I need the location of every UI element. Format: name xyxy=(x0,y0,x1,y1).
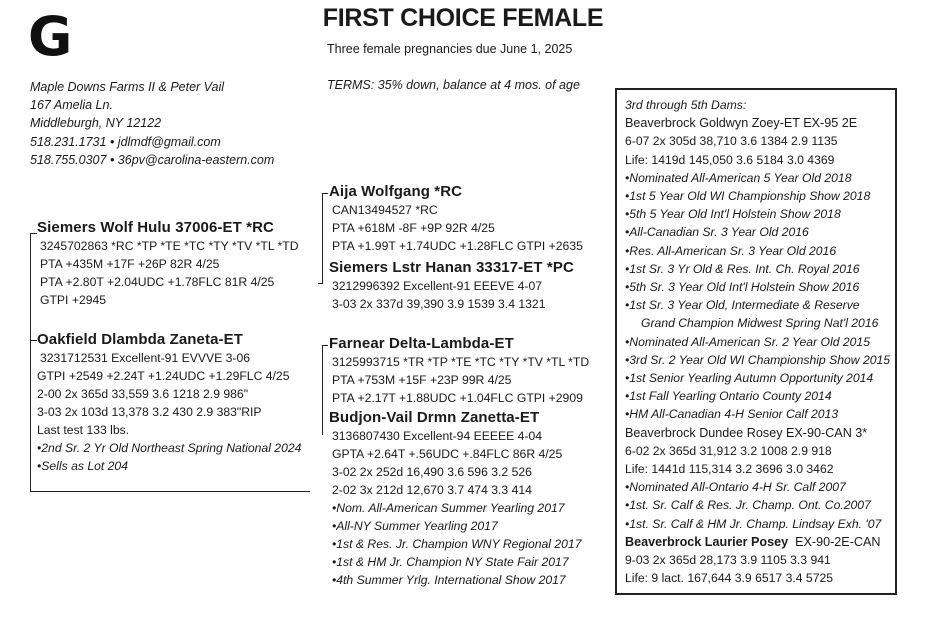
third-dam-record-life: Life: 1419d 145,050 3.6 5184 3.0 4369 xyxy=(625,152,835,167)
sire-gtpi: GTPI +2945 xyxy=(40,293,107,307)
dam-block xyxy=(37,331,301,475)
consignor-contact-2: 518.755.0307 • 36pv@carolina-eastern.com xyxy=(30,152,275,167)
fourth-dam-note: •1st. Sr. Calf & Res. Jr. Champ. Ont. Co.2007 xyxy=(625,498,871,513)
dam-dam-note-2: •All-NY Summer Yearling 2017 xyxy=(332,519,498,533)
third-dam-note: •Nominated All-American 5 Year Old 2018 xyxy=(625,170,852,185)
sire-name: Siemers Wolf Hulu 37006-ET *RC xyxy=(37,219,274,236)
sire-reg: 3245702863 *RC *TP *TE *TC *TY *TV *TL *TD xyxy=(40,239,299,253)
sire-sire-name: Aija Wolfgang *RC xyxy=(329,183,463,200)
third-dam-note: •All-Canadian Sr. 3 Year Old 2016 xyxy=(625,225,809,240)
third-dam-record-1: 6-07 2x 305d 38,710 3.6 1384 2.9 1135 xyxy=(625,134,838,149)
third-dam-note: •HM All-Canadian 4-H Senior Calf 2013 xyxy=(625,407,839,422)
third-dam-note-continued: Grand Champion Midwest Spring Nat'l 2016 xyxy=(641,316,879,331)
dam-dam-note-3: •1st & Res. Jr. Champion WNY Regional 2017 xyxy=(332,537,582,551)
third-dam-note: •Res. All-American Sr. 3 Year Old 2016 xyxy=(625,243,837,258)
dam-sire-rule xyxy=(322,345,328,346)
dam-name: Oakfield Dlambda Zaneta-ET xyxy=(37,331,243,348)
sire-bracket-bottom xyxy=(318,283,323,284)
third-dam-note: •1st 5 Year Old WI Championship Show 2018 xyxy=(625,189,871,204)
dam-rule xyxy=(30,340,37,341)
dam-note-2: •Sells as Lot 204 xyxy=(37,459,128,473)
sire-dam-bracket xyxy=(30,233,31,491)
dam-dam-note-5: •4th Summer Yrlg. International Show 2017 xyxy=(332,573,566,587)
sire-dam-name: Siemers Lstr Hanan 33317-ET *PC xyxy=(329,259,574,276)
extended-pedigree-box xyxy=(615,88,897,595)
fifth-dam-record-life: Life: 9 lact. 167,644 3.9 6517 3.4 5725 xyxy=(625,571,834,586)
third-dam-note: •1st Senior Yearling Autumn Opportunity 2014 xyxy=(625,371,874,386)
page-title: FIRST CHOICE FEMALE xyxy=(322,4,604,32)
third-dam-note: •1st Fall Yearling Ontario County 2014 xyxy=(625,389,832,404)
third-dam-name: Beaverbrock Goldwyn Zoey-ET EX-95 2E xyxy=(625,116,858,131)
pedigree-box-heading: 3rd through 5th Dams: xyxy=(625,98,747,112)
third-dam-note: •3rd Sr. 2 Year Old WI Championship Show 2015 xyxy=(625,352,891,367)
sire-side-bracket xyxy=(322,193,323,283)
fourth-dam-note: •1st. Sr. Calf & HM Jr. Champ. Lindsay Exh. '07 xyxy=(625,516,882,531)
third-dam-note: •5th Sr. 3 Year Old Int'l Holstein Show 2016 xyxy=(625,280,860,295)
consignor-city: Middleburgh, NY 12122 xyxy=(30,116,162,131)
third-dam-note: •Nominated All-American Sr. 2 Year Old 2015 xyxy=(625,334,870,349)
fifth-dam-name-bold: Beaverbrock Laurier Posey xyxy=(625,534,789,549)
dam-record-1: 2-00 2x 365d 33,559 3.6 1218 2.9 986" xyxy=(37,387,249,401)
sire-pta-1: PTA +435M +17F +26P 82R 4/25 xyxy=(40,257,220,271)
terms: TERMS: 35% down, balance at 4 mos. of age xyxy=(327,78,580,92)
fourth-dam-note: •Nominated All-Ontario 4-H Sr. Calf 2007 xyxy=(625,480,846,495)
sire-sire-pta-1: PTA +618M -8F +9P 92R 4/25 xyxy=(332,221,495,235)
third-dam-note: •1st Sr. 3 Yr Old & Res. Int. Ch. Royal 2016 xyxy=(625,261,860,276)
fifth-dam-classification: EX-90-2E-CAN xyxy=(788,534,881,549)
sire-pta-2: PTA +2.80T +2.04UDC +1.78FLC 81R 4/25 xyxy=(40,275,275,289)
sire-dam-block xyxy=(329,259,574,313)
consignor-name: Maple Downs Farms II & Peter Vail xyxy=(30,80,225,94)
dam-sire-pta-2: PTA +2.17T +1.88UDC +1.04FLC GTPI +2909 xyxy=(332,391,583,405)
dam-last-test: Last test 133 lbs. xyxy=(37,423,130,437)
dam-record-2: 3-03 2x 103d 13,378 3.2 430 2.9 383"RIP xyxy=(37,405,262,419)
dam-reg: 3231712531 Excellent-91 EVVVE 3-06 xyxy=(40,351,251,365)
sire-sire-reg: CAN13494527 *RC xyxy=(332,203,438,217)
dam-gtpi: GTPI +2549 +2.24T +1.24UDC +1.29FLC 4/25 xyxy=(37,369,290,383)
dam-sire-reg: 3125993715 *TR *TP *TE *TC *TY *TV *TL *TD xyxy=(332,355,590,369)
sire-sire-block xyxy=(329,183,583,255)
dam-dam-block xyxy=(329,409,582,589)
consignor-contact-1: 518.231.1731 • jdlmdf@gmail.com xyxy=(30,134,221,149)
dam-sire-block xyxy=(329,335,589,407)
fourth-dam-name: Beaverbrock Dundee Rosey EX-90-CAN 3* xyxy=(625,425,868,440)
dam-dam-note-4: •1st & HM Jr. Champion NY State Fair 2017 xyxy=(332,555,569,569)
bracket-bottom-rule xyxy=(30,491,310,492)
sire-block xyxy=(37,219,299,309)
sire-dam-record: 3-03 2x 337d 39,390 3.9 1539 3.4 1321 xyxy=(332,297,546,311)
dam-dam-record-2: 2-02 3x 212d 12,670 3.7 474 3.3 414 xyxy=(332,483,532,497)
fourth-dam-record-life: Life: 1441d 115,314 3.2 3696 3.0 3462 xyxy=(625,462,834,477)
third-dam-note: •5th 5 Year Old Int'l Holstein Show 2018 xyxy=(625,207,841,222)
dam-note-1: •2nd Sr. 2 Yr Old Northeast Spring National 2024 xyxy=(37,441,302,455)
fifth-dam-name xyxy=(625,533,895,551)
dam-side-bracket xyxy=(322,345,323,435)
dam-sire-name: Farnear Delta-Lambda-ET xyxy=(329,335,514,352)
lot-letter: G xyxy=(28,5,72,68)
dam-dam-gpta: GPTA +2.64T +.56UDC +.84FLC 86R 4/25 xyxy=(332,447,563,461)
fifth-dam-record-1: 9-03 2x 365d 28,173 3.9 1105 3.3 941 xyxy=(625,553,831,568)
dam-sire-pta-1: PTA +753M +15F +23P 99R 4/25 xyxy=(332,373,512,387)
fourth-dam-record-1: 6-02 2x 365d 31,912 3.2 1008 2.9 918 xyxy=(625,443,832,458)
consignor-info xyxy=(30,78,274,169)
sire-rule xyxy=(30,233,37,234)
dam-dam-note-1: •Nom. All-American Summer Yearling 2017 xyxy=(332,501,565,515)
dam-dam-name: Budjon-Vail Drmn Zanetta-ET xyxy=(329,409,540,426)
sire-sire-pta-2: PTA +1.99T +1.74UDC +1.28FLC GTPI +2635 xyxy=(332,239,583,253)
consignor-street: 167 Amelia Ln. xyxy=(30,98,113,113)
sire-dam-reg: 3212996392 Excellent-91 EEEVE 4-07 xyxy=(332,279,543,293)
dam-dam-record-1: 3-02 2x 252d 16,490 3.6 596 3.2 526 xyxy=(332,465,532,479)
third-dam-note: •1st Sr. 3 Year Old, Intermediate & Reserve xyxy=(625,298,860,313)
subtitle: Three female pregnancies due June 1, 2025 xyxy=(327,42,573,56)
dam-dam-reg: 3136807430 Excellent-94 EEEEE 4-04 xyxy=(332,429,543,443)
sire-sire-rule xyxy=(322,193,328,194)
